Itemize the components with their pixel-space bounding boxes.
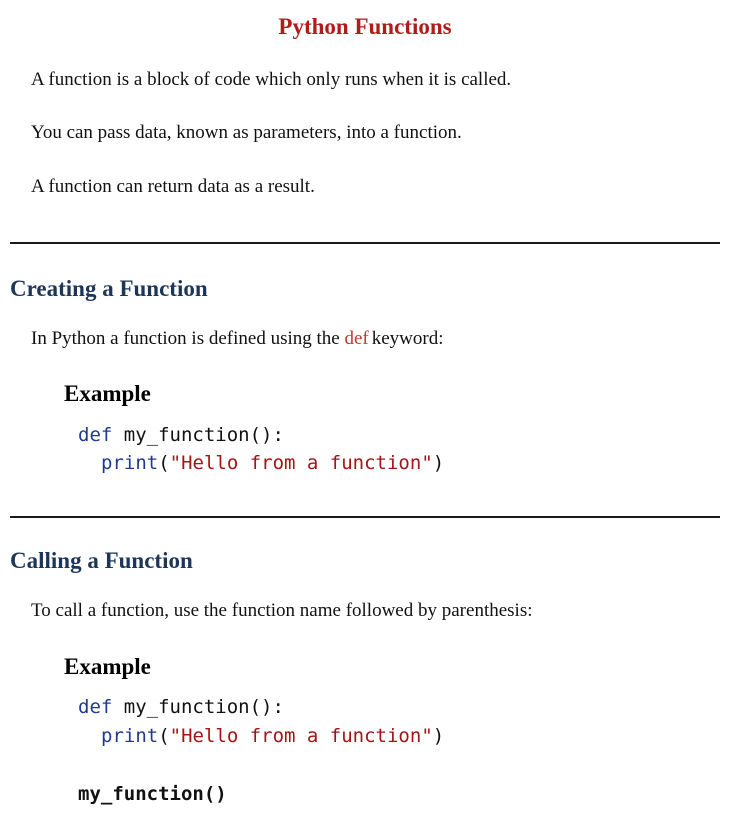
code-print-function: print: [101, 452, 159, 474]
code-paren-close: ): [432, 452, 445, 474]
section-heading-creating: Creating a Function: [10, 276, 208, 301]
code-string: "Hello from a function": [169, 725, 433, 747]
code-block-1-line-1: [78, 423, 284, 447]
code-block-1-line-2: [101, 451, 444, 475]
inline-keyword-def: def: [344, 328, 369, 349]
section-divider: [10, 242, 720, 244]
code-signature: my_function():: [112, 696, 284, 718]
creating-paragraph: [31, 327, 444, 351]
example-label-2: Example: [64, 654, 151, 679]
example-label-1: Example: [64, 381, 151, 406]
code-keyword: def: [78, 696, 113, 718]
creating-text-after: keyword:: [371, 328, 444, 349]
section-heading-calling: Calling a Function: [10, 548, 193, 573]
code-print-function: print: [101, 725, 159, 747]
code-block-2-line-2: [101, 724, 444, 748]
code-paren-open: (: [158, 725, 170, 747]
code-string: "Hello from a function": [169, 452, 433, 474]
code-paren-close: ): [432, 725, 445, 747]
code-paren-open: (: [158, 452, 170, 474]
intro-paragraph-1: A function is a block of code which only runs when it is called.: [31, 69, 512, 90]
intro-paragraph-3: A function can return data as a result.: [31, 176, 315, 197]
creating-text-before: In Python a function is defined using the: [31, 328, 345, 349]
intro-paragraph-2: You can pass data, known as parameters, into a function.: [31, 122, 462, 143]
calling-paragraph: To call a function, use the function name followed by parenthesis:: [31, 600, 533, 621]
code-block-2-line-1: [78, 695, 284, 719]
code-keyword: def: [78, 424, 113, 446]
section-divider: [10, 516, 720, 518]
code-function-call: my_function(): [78, 783, 227, 805]
code-signature: my_function():: [112, 424, 284, 446]
page-title: Python Functions: [278, 14, 452, 39]
